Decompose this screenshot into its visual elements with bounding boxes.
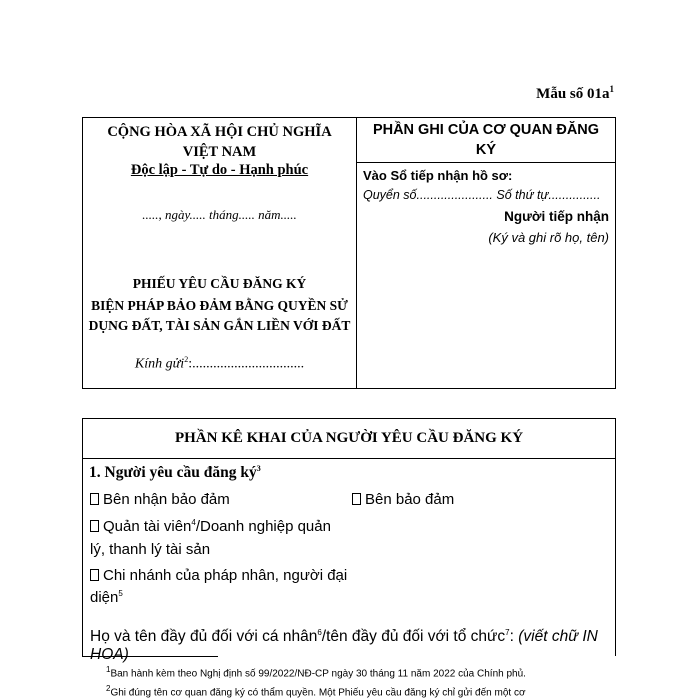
motto: Độc lập - Tự do - Hạnh phúc: [130, 162, 309, 178]
header-table: [82, 117, 616, 389]
book-number-line: Quyển số...................... Số thứ tự...............: [363, 188, 601, 202]
receipt-label: Vào Sổ tiếp nhận hồ sơ:: [363, 168, 513, 183]
receiver-label: Người tiếp nhận: [504, 209, 609, 224]
footnote-2: $^2$Ghi đúng tên cơ quan đăng ký có thẩm quyền. Một Phiếu yêu cầu đăng ký chỉ gửi đến một cơ: [106, 684, 526, 699]
date-line: ....., ngày..... tháng..... năm.....: [142, 207, 297, 222]
registry-section-title: PHẦN GHI CỦA CƠ QUAN ĐĂNG KÝ: [372, 122, 600, 158]
option-secured-party[interactable]: Bên nhận bảo đảm: [90, 491, 230, 508]
footnote-1: $^1$Ban hành kèm theo Nghị định số 99/2022/NĐ-CP ngày 30 tháng 11 năm 2022 của Chính phủ.: [106, 665, 526, 680]
checkbox-icon[interactable]: [90, 569, 99, 581]
country-name: CỘNG HÒA XÃ HỘI CHỦ NGHĨA VIỆT NAM: [107, 124, 332, 160]
fullname-label: Họ và tên đầy đủ đối với cá nhân$^6$/tên đầy đủ đối với tổ chức$^7$: (viết chữ IN HOA): [90, 628, 598, 664]
receiver-note: (Ký và ghi rõ họ, tên): [488, 230, 609, 245]
checkbox-icon[interactable]: [90, 493, 99, 505]
option-administrator[interactable]: Quản tài viên$^4$/Doanh nghiệp quản: [90, 518, 331, 535]
form-number: Mẫu số $01a^1$: [536, 84, 614, 102]
option-branch-cont: diện$^5$: [90, 589, 123, 606]
section-1-heading: 1. Người yêu cầu đăng $ký^3$: [89, 464, 261, 482]
right-cell-divider: [357, 162, 615, 163]
checkbox-icon[interactable]: [90, 520, 99, 532]
recipient-line: Kính gửi$^2$:................................: [134, 355, 305, 372]
form-title: PHIẾU YÊU CẦU ĐĂNG KÝ: [132, 276, 307, 291]
header-left-cell: [83, 118, 357, 388]
option-guarantor[interactable]: Bên bảo đảm: [352, 491, 454, 508]
option-branch[interactable]: Chi nhánh của pháp nhân, người đại: [90, 567, 347, 584]
declaration-table: [82, 418, 616, 664]
form-number-footnote-ref: 1: [609, 84, 614, 94]
header-right-cell: [357, 118, 615, 388]
recipient-footnote-ref: 2: [184, 355, 189, 364]
declaration-title: PHẦN KÊ KHAI CỦA NGƯỜI YÊU CẦU ĐĂNG KÝ: [83, 419, 615, 459]
option-administrator-cont: lý, thanh lý tài sản: [90, 541, 211, 558]
footnote-separator: [82, 656, 218, 657]
form-subtitle: BIỆN PHÁP BẢO ĐẢM BẰNG QUYỀN SỬ DỤNG ĐẤT, TÀI SẢN GẮN LIỀN VỚI ĐẤT: [88, 298, 351, 333]
checkbox-icon[interactable]: [352, 493, 361, 505]
